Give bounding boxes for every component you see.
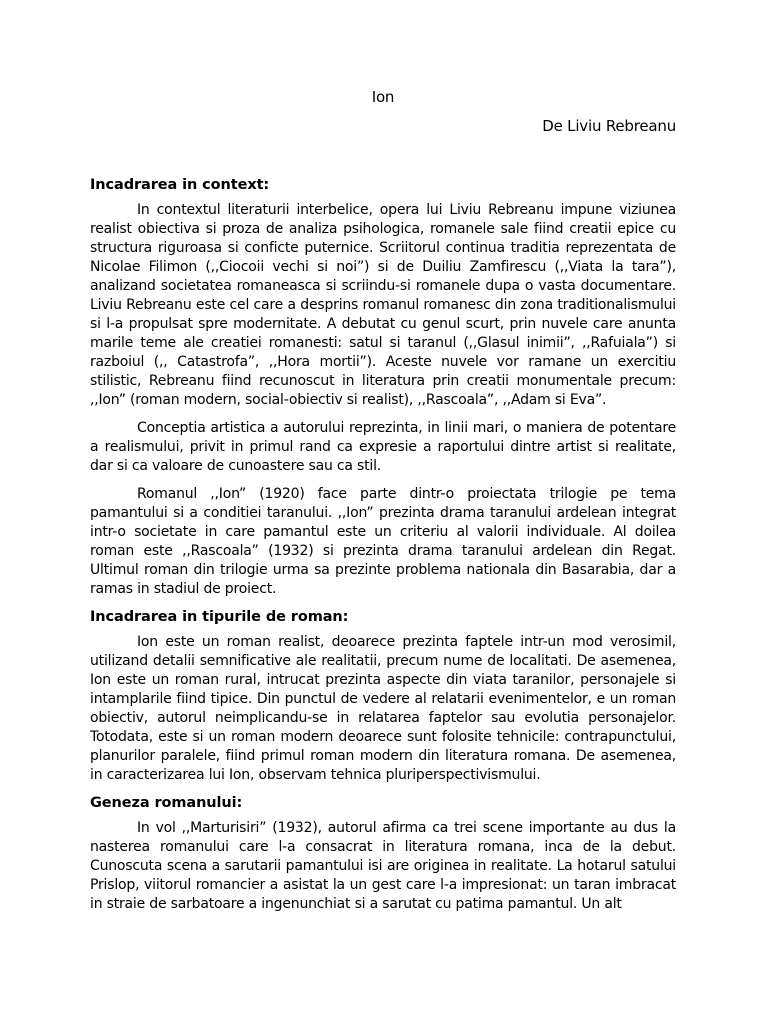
document-title: Ion <box>371 88 395 106</box>
paragraph: Ion este un roman realist, deoarece prezinta faptele intr-un mod verosimil, utilizand detalii semnificative ale realitatii, precum nume de localitati. De asemenea, Ion este un roman rural, intrucat prezinta aspecte din viata taranilor, personajele si intamplarile fiind tipice. Din punctul de vedere al relatarii evenimentelor, e un roman obiectiv, autorul neimplicandu-se in relatarea faptelor sau evolutia personajelor. Totodata, este si un roman modern deoarece sunt folosite tehnicile: contrapunctului, planurilor paralele, fiind primul roman modern din literatura romana. De asemenea, in caracterizarea lui Ion, observam tehnica pluriperspectivismului. <box>90 634 676 783</box>
section-heading: Incadrarea in context: <box>90 177 270 193</box>
section-genesis <box>90 794 676 914</box>
paragraph: Romanul ,,Ion” (1920) face parte dintr-o proiectata trilogie pe tema pamantului si a conditiei taranului. ,,Ion” prezinta drama taranului ardelean integrat intr-o societate in care pamantul este un criteriu al valorii individuale. Al doilea roman este ,,Rascoala” (1932) si prezinta drama taranului ardelean din Regat. Ultimul roman din trilogie urma sa prezinte problema nationala din Basarabia, dar a ramas in stadiul de proiect. <box>90 486 676 597</box>
section-context <box>90 176 676 599</box>
paragraph: In contextul literaturii interbelice, opera lui Liviu Rebreanu impune viziunea realist obiectiva si proza de analiza psihologica, romanele sale fiind creatii epice cu structura riguroasa si conficte puternice. Scriitorul continua traditia reprezentata de Nicolae Filimon (,,Ciocoii vechi si noi”) si de Duiliu Zamfirescu (,,Viata la tara”), analizand societatea romaneasca si scriindu-si romanele dupa o vasta documentare. Liviu Rebreanu este cel care a desprins romanul romanesc din zona traditionalismului si l-a propulsat spre modernitate. A debutat cu genul scurt, prin nuvele care anunta marile teme ale creatiei romanesti: satul si taranul (,,Glasul inimii”, ,,Rafuiala”) si razboiul (,, Catastrofa”, ,,Hora mortii”). Aceste nuvele vor ramane un exercitiu stilistic, Rebreanu fiind recunoscut in literatura prin creatii monumentale precum: ,,Ion” (roman modern, social-obiectiv si realist), ,,Rascoala”, ,,Adam si Eva”. <box>90 202 676 408</box>
section-heading: Incadrarea in tipurile de roman: <box>90 609 349 625</box>
paragraph: In vol ,,Marturisiri” (1932), autorul afirma ca trei scene importante au dus la nasterea romanului care l-a consacrat in literatura romana, inca de la debut. Cunoscuta scena a sarutarii pamantului isi are originea in realitate. La hotarul satului Prislop, viitorul romancier a asistat la un gest care l-a impresionat: un taran imbracat in straie de sarbatoare a ingenunchiat si a sarutat cu patima pamantul. Un alt <box>90 820 676 912</box>
section-heading: Geneza romanului: <box>90 795 243 811</box>
paragraph: Conceptia artistica a autorului reprezinta, in linii mari, o maniera de potentare a realismului, privit in primul rand ca expresie a raportului dintre artist si realitate, dar si ca valoare de cunoastere sau ca stil. <box>90 420 676 474</box>
author-byline: De Liviu Rebreanu <box>542 117 676 135</box>
document-page <box>90 88 676 923</box>
section-novel-types <box>90 608 676 785</box>
